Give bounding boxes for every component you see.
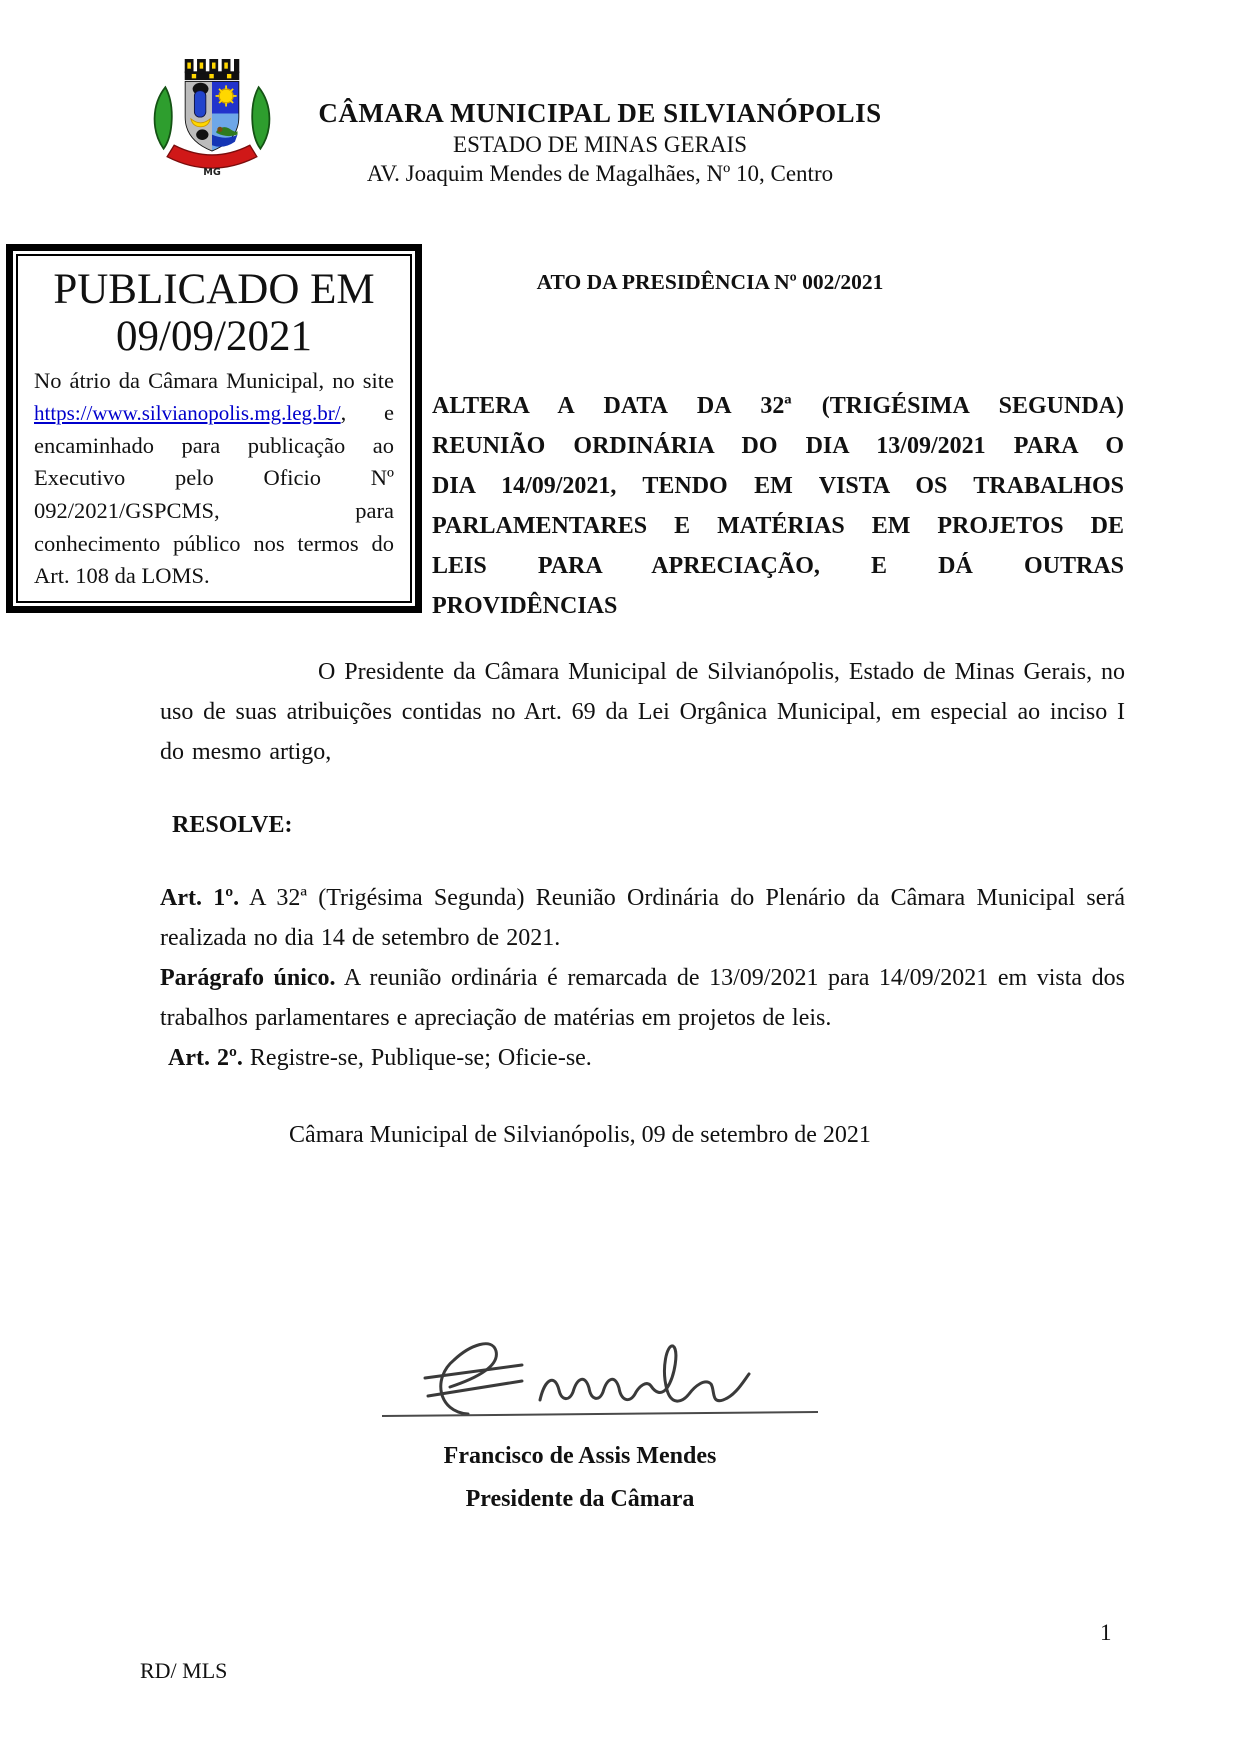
paragraph-unico-text: A reunião ordinária é remarcada de 13/09/2021 para 14/09/2021 em vista dos trabalhos parlamentares e apreciação de matérias em projetos de leis. (160, 965, 1125, 1031)
footer-initials: RD/ MLS (140, 1658, 228, 1683)
article-2-text: Registre-se, Publique-se; Oficie-se. (242, 1045, 592, 1071)
paragraph-unico (160, 958, 1125, 1038)
preamble: O Presidente da Câmara Municipal de Silvianópolis, Estado de Minas Gerais, no uso de suas atribuições contidas no Art. 69 da Lei Orgânica Municipal, em especial ao inciso I do mesmo artigo, (160, 659, 1125, 765)
signature-role: Presidente da Câmara (465, 1486, 695, 1512)
article-2-label: Art. 2º. (168, 1045, 243, 1071)
header-title: CÂMARA MUNICIPAL DE SILVIANÓPOLIS (318, 98, 882, 128)
publication-box (6, 244, 422, 613)
article-1 (160, 878, 1125, 958)
articles-section (160, 878, 1125, 1078)
publication-date: 09/09/2021 (116, 313, 312, 361)
signature-image (370, 1318, 830, 1422)
date-line: Câmara Municipal de Silvianópolis, 09 de setembro de 2021 (289, 1122, 871, 1148)
publication-title: PUBLICADO EM (53, 266, 375, 313)
publication-note-before: No átrio da Câmara Municipal, no site (34, 367, 394, 393)
publication-note-after: , e encaminhado para publicação ao Executivo pelo Oficio Nº 092/2021/GSPCMS, para conhecimento público nos termos do Art. 108 da LOMS. (34, 400, 394, 589)
publication-box-inner (16, 254, 412, 603)
header-address: AV. Joaquim Mendes de Magalhães, Nº 10, Centro (366, 161, 834, 186)
site-link[interactable]: https://www.silvianopolis.mg.leg.br/ (34, 401, 341, 426)
signature-block (365, 1318, 835, 1427)
article-1-text: A 32ª (Trigésima Segunda) Reunião Ordinária do Plenário da Câmara Municipal será realizada no dia 14 de setembro de 2021. (160, 885, 1125, 951)
logo-caption: MG (203, 167, 221, 178)
signature-name: Francisco de Assis Mendes (443, 1443, 717, 1469)
mural-crown-icon (185, 59, 240, 80)
paragraph-unico-label: Parágrafo único. (160, 965, 336, 991)
publication-note (34, 365, 394, 593)
article-1-label: Art. 1º. (160, 885, 240, 911)
resolve-label: RESOLVE: (172, 812, 293, 838)
act-title: ATO DA PRESIDÊNCIA Nº 002/2021 (536, 270, 884, 294)
page-number: 1 (1100, 1620, 1112, 1645)
header-subtitle: ESTADO DE MINAS GERAIS (453, 132, 747, 157)
act-summary: ALTERA A DATA DA 32ª (TRIGÉSIMA SEGUNDA) REUNIÃO ORDINÁRIA DO DIA 13/09/2021 PARA O DIA 14/09/2021, TENDO EM VISTA OS TRABALHOS PARLAMENTARES E MATÉRIAS EM PROJETOS DE LEIS PARA APRECIAÇÃO, E DÁ OUTRAS PROVIDÊNCIAS (432, 393, 1124, 619)
article-2 (160, 1038, 1125, 1078)
document-header (160, 98, 1040, 187)
signature-line (382, 1412, 818, 1416)
